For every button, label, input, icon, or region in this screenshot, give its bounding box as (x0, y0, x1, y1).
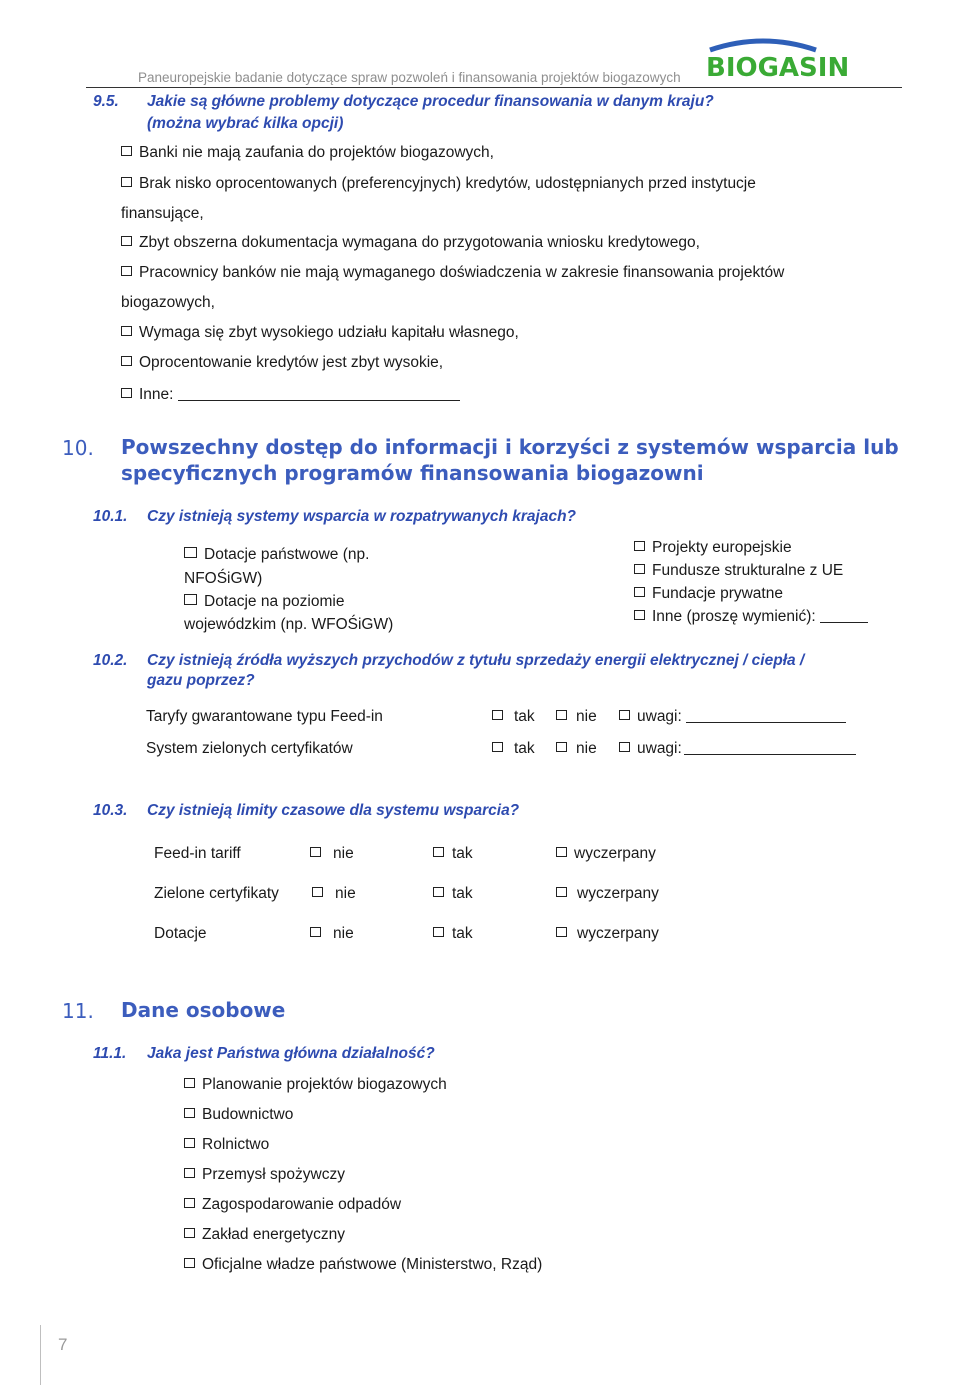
option-other[interactable]: Inne: (121, 386, 460, 404)
checkbox-icon[interactable] (492, 710, 503, 720)
option-grants-exhausted[interactable]: wyczerpany (556, 925, 659, 943)
section-11-title: Dane osobowe (121, 998, 286, 1022)
option-bank-staff-no-experience[interactable]: Pracownicy banków nie mają wymaganego doświadczenia w zakresie finansowania projektów (121, 264, 784, 282)
question-11-1-title: Jaka jest Państwa główna działalność? (147, 1045, 435, 1062)
section-10-number: 10. (62, 436, 94, 460)
question-10-1-title: Czy istnieją systemy wsparcia w rozpatrywanych krajach? (147, 508, 577, 525)
option-feed-in-tariff-yes[interactable]: tak (433, 845, 473, 863)
footer-divider (40, 1325, 41, 1385)
option-private-foundations[interactable]: Fundacje prywatne (634, 585, 783, 603)
checkbox-icon[interactable] (619, 742, 630, 752)
row-label-feed-in-tariff: Feed-in tariff (154, 845, 241, 862)
logo-arc (710, 41, 816, 50)
checkbox-icon[interactable] (121, 146, 132, 156)
option-government-authorities[interactable]: Oficjalne władze państwowe (Ministerstwo, Rząd) (184, 1256, 542, 1274)
other-input-line[interactable] (820, 608, 868, 623)
checkbox-icon[interactable] (121, 326, 132, 336)
notes-input-line[interactable] (686, 708, 846, 723)
checkbox-icon[interactable] (184, 1168, 195, 1178)
page-number: 7 (58, 1335, 68, 1354)
checkbox-icon[interactable] (556, 927, 567, 937)
row-label-grants: Dotacje (154, 925, 207, 942)
option-feed-in-yes[interactable]: tak (492, 708, 535, 726)
checkbox-icon[interactable] (433, 887, 444, 897)
option-continuation-text: NFOŚiGW) (184, 570, 263, 587)
section-11-number: 11. (62, 999, 94, 1023)
option-high-interest[interactable]: Oprocentowanie kredytów jest zbyt wysokie, (121, 354, 443, 372)
option-too-much-documentation[interactable]: Zbyt obszerna dokumentacja wymagana do przygotowania wniosku kredytowego, (121, 234, 700, 252)
page-header-title: Paneuropejskie badanie dotyczące spraw pozwoleń i finansowania projektów biogazowych (138, 70, 681, 85)
option-agriculture[interactable]: Rolnictwo (184, 1136, 269, 1154)
checkbox-icon[interactable] (121, 177, 132, 187)
section-10-title-line1: Powszechny dostęp do informacji i korzyści z systemów wsparcia lub (121, 435, 899, 459)
checkbox-icon[interactable] (634, 610, 645, 620)
question-9-5-title-line2: (można wybrać kilka opcji) (147, 115, 344, 132)
question-number-10-3: 10.3. (93, 802, 128, 819)
option-eu-projects[interactable]: Projekty europejskie (634, 539, 792, 557)
option-feed-in-tariff-no[interactable]: nie (310, 845, 354, 863)
checkbox-icon[interactable] (184, 1108, 195, 1118)
option-green-cert-notes[interactable]: uwagi: (619, 740, 856, 758)
option-biogas-planning[interactable]: Planowanie projektów biogazowych (184, 1076, 447, 1094)
checkbox-icon[interactable] (121, 266, 132, 276)
question-10-2-title-line1: Czy istnieją źródła wyższych przychodów z tytułu sprzedaży energii elektrycznej / ciepła / (147, 652, 805, 669)
checkbox-icon[interactable] (184, 1258, 195, 1268)
option-grants-no[interactable]: nie (310, 925, 354, 943)
checkbox-icon[interactable] (556, 887, 567, 897)
logo-text: BIOGASIN (706, 53, 850, 83)
checkbox-icon[interactable] (556, 847, 567, 857)
checkbox-icon[interactable] (433, 847, 444, 857)
question-number-10-1: 10.1. (93, 508, 128, 525)
checkbox-icon[interactable] (121, 236, 132, 246)
checkbox-icon[interactable] (556, 742, 567, 752)
option-green-cert-yes[interactable]: tak (492, 740, 535, 758)
option-eu-structural-funds[interactable]: Fundusze strukturalne z UE (634, 562, 843, 580)
checkbox-icon[interactable] (121, 356, 132, 366)
option-feed-in-tariff-exhausted[interactable]: wyczerpany (556, 845, 656, 863)
question-number-10-2: 10.2. (93, 652, 128, 669)
checkbox-icon[interactable] (184, 594, 197, 605)
checkbox-icon[interactable] (433, 927, 444, 937)
option-no-low-interest-loans[interactable]: Brak nisko oprocentowanych (preferencyjnych) kredytów, udostępnianych przed instytucje (121, 175, 756, 193)
row-label-green-certificates: Zielone certyfikaty (154, 885, 279, 902)
checkbox-icon[interactable] (310, 927, 321, 937)
section-10-title-line2: specyficznych programów finansowania biogazowni (121, 461, 704, 485)
checkbox-icon[interactable] (310, 847, 321, 857)
checkbox-icon[interactable] (492, 742, 503, 752)
other-input-line[interactable] (178, 386, 460, 401)
checkbox-icon[interactable] (312, 887, 323, 897)
checkbox-icon[interactable] (184, 547, 197, 558)
checkbox-icon[interactable] (634, 587, 645, 597)
notes-input-line[interactable] (684, 740, 856, 755)
option-regional-grants[interactable]: Dotacje na poziomie (184, 593, 344, 611)
option-feed-in-no[interactable]: nie (556, 708, 597, 726)
checkbox-icon[interactable] (184, 1228, 195, 1238)
option-grants-yes[interactable]: tak (433, 925, 473, 943)
option-state-grants[interactable]: Dotacje państwowe (np. (184, 546, 369, 564)
row-label-green-certificates: System zielonych certyfikatów (146, 740, 353, 757)
checkbox-icon[interactable] (634, 541, 645, 551)
checkbox-icon[interactable] (634, 564, 645, 574)
checkbox-icon[interactable] (184, 1078, 195, 1088)
option-banks-no-trust[interactable]: Banki nie mają zaufania do projektów biogazowych, (121, 144, 494, 162)
header-divider (86, 87, 902, 88)
biogasin-logo (702, 36, 850, 83)
question-number-9-5: 9.5. (93, 93, 119, 110)
checkbox-icon[interactable] (556, 710, 567, 720)
checkbox-icon[interactable] (619, 710, 630, 720)
option-food-industry[interactable]: Przemysł spożywczy (184, 1166, 345, 1184)
question-9-5-title-line1: Jakie są główne problemy dotyczące procedur finansowania w danym kraju? (147, 93, 714, 110)
checkbox-icon[interactable] (184, 1198, 195, 1208)
row-label-feed-in: Taryfy gwarantowane typu Feed-in (146, 708, 383, 725)
option-continuation-text: wojewódzkim (np. WFOŚiGW) (184, 616, 394, 633)
checkbox-icon[interactable] (184, 1138, 195, 1148)
option-green-certificates-yes[interactable]: tak (433, 885, 473, 903)
option-power-plant[interactable]: Zakład energetyczny (184, 1226, 345, 1244)
option-other-specify[interactable]: Inne (proszę wymienić): (634, 608, 868, 626)
option-construction[interactable]: Budownictwo (184, 1106, 293, 1124)
checkbox-icon[interactable] (121, 388, 132, 398)
option-green-certificates-exhausted[interactable]: wyczerpany (556, 885, 659, 903)
option-continuation-text: finansujące, (121, 205, 204, 222)
option-high-own-capital[interactable]: Wymaga się zbyt wysokiego udziału kapitału własnego, (121, 324, 519, 342)
option-feed-in-notes[interactable]: uwagi: (619, 708, 846, 726)
option-green-cert-no[interactable]: nie (556, 740, 597, 758)
question-number-11-1: 11.1. (93, 1045, 127, 1062)
option-continuation-text: biogazowych, (121, 294, 215, 311)
option-waste-management[interactable]: Zagospodarowanie odpadów (184, 1196, 401, 1214)
question-10-3-title: Czy istnieją limity czasowe dla systemu wsparcia? (147, 802, 520, 819)
option-green-certificates-no[interactable]: nie (312, 885, 356, 903)
question-10-2-title-line2: gazu poprzez? (147, 672, 255, 689)
